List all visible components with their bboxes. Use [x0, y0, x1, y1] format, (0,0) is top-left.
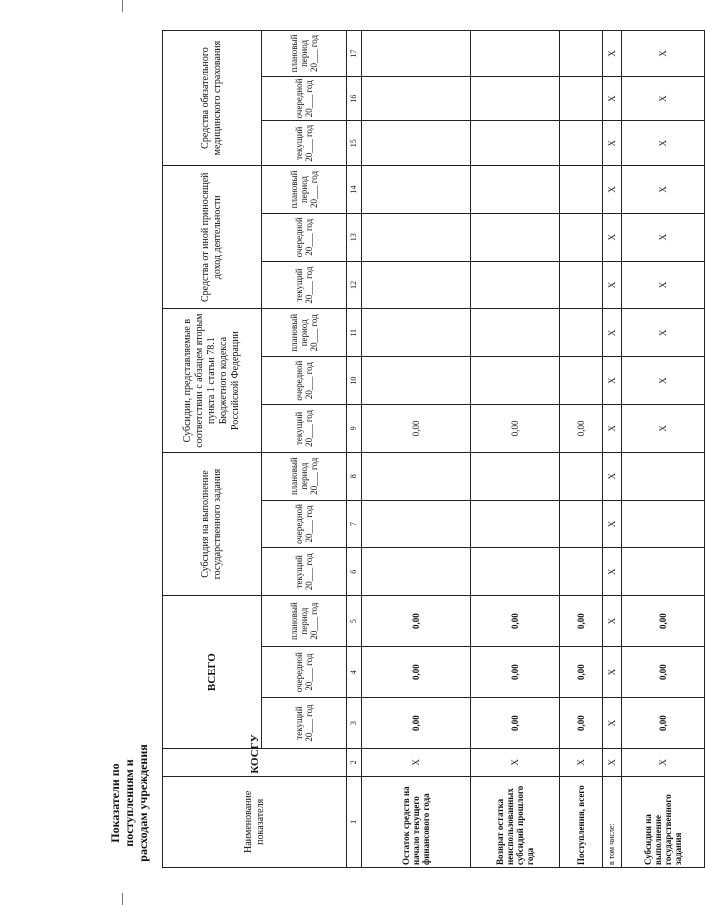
table-cell — [560, 166, 603, 214]
table-cell — [622, 548, 705, 596]
table-cell — [471, 261, 560, 309]
column-index: 12 — [347, 261, 362, 309]
table-cell — [560, 452, 603, 500]
table-cell — [471, 121, 560, 166]
crop-mark-top — [122, 0, 123, 12]
table-cell: X — [603, 548, 622, 596]
table-cell — [560, 121, 603, 166]
header-group-row — [163, 31, 262, 868]
table-cell: 0,00 — [471, 596, 560, 647]
column-index: 16 — [347, 76, 362, 121]
table-cell — [622, 452, 705, 500]
table-row — [603, 31, 622, 868]
table-cell — [362, 357, 471, 405]
header-period-current: текущий 20___ год — [262, 121, 347, 166]
table-cell — [362, 31, 471, 77]
page-title-text: Показатели по поступлениям и расходам учреждения — [108, 744, 150, 862]
table-cell — [362, 121, 471, 166]
table-cell: X — [622, 76, 705, 121]
crop-mark-bottom — [122, 893, 123, 905]
table-cell: 0,00 — [560, 405, 603, 453]
table-cell — [471, 76, 560, 121]
column-index: 8 — [347, 452, 362, 500]
header-period-next: очередной 20___ год — [262, 76, 347, 121]
table-cell: X — [603, 647, 622, 698]
table-cell — [362, 166, 471, 214]
table-cell: X — [603, 309, 622, 357]
table-cell — [560, 357, 603, 405]
header-kosgu: КОСГУ — [163, 749, 347, 777]
table-cell: X — [603, 121, 622, 166]
header-period-planned: плановый период 20___ год — [262, 166, 347, 214]
table-cell: X — [603, 452, 622, 500]
header-name: Наименование показателя — [163, 776, 347, 867]
header-period-current: текущий 20___ год — [262, 261, 347, 309]
table-cell — [471, 31, 560, 77]
table-cell — [471, 213, 560, 261]
header-period-current: текущий 20___ год — [262, 698, 347, 749]
header-period-planned: плановый период 20___ год — [262, 596, 347, 647]
column-index-row — [347, 31, 362, 868]
table-cell — [560, 309, 603, 357]
table-cell: X — [603, 213, 622, 261]
column-index: 15 — [347, 121, 362, 166]
column-index: 6 — [347, 548, 362, 596]
table-cell — [362, 500, 471, 548]
table-cell: X — [622, 166, 705, 214]
table-cell: X — [603, 405, 622, 453]
table-cell: X — [603, 76, 622, 121]
table-cell — [362, 213, 471, 261]
table-cell — [560, 261, 603, 309]
table-cell: X — [622, 31, 705, 77]
table-cell — [471, 548, 560, 596]
header-period-next: очередной 20___ год — [262, 647, 347, 698]
header-period-row — [262, 31, 347, 868]
table-cell — [471, 357, 560, 405]
table-cell: X — [362, 749, 471, 777]
table-cell: 0,00 — [362, 647, 471, 698]
column-index: 1 — [347, 776, 362, 867]
header-period-planned: плановый период 20___ год — [262, 309, 347, 357]
header-period-planned: плановый период 20___ год — [262, 31, 347, 77]
row-label: Возврат остатка неиспользованных субсидий прошлого года — [471, 776, 560, 867]
table-row — [560, 31, 603, 868]
table-cell: X — [622, 213, 705, 261]
page-title — [98, 30, 160, 868]
table-cell: 0,00 — [471, 698, 560, 749]
column-index: 17 — [347, 31, 362, 77]
table-cell: X — [622, 405, 705, 453]
table-cell — [362, 452, 471, 500]
table-cell — [560, 213, 603, 261]
table-cell: X — [622, 357, 705, 405]
table-cell: 0,00 — [362, 405, 471, 453]
row-label: в том числе: — [603, 776, 622, 867]
table-cell: X — [603, 166, 622, 214]
table-cell — [560, 500, 603, 548]
table-cell — [560, 548, 603, 596]
header-period-next: очередной 20___ год — [262, 357, 347, 405]
row-label: Субсидия на выполнение государственного задания — [622, 776, 705, 867]
table-cell — [560, 31, 603, 77]
header-period-next: очередной 20___ год — [262, 500, 347, 548]
table-cell — [471, 166, 560, 214]
table-cell — [560, 76, 603, 121]
table-cell — [362, 76, 471, 121]
table-cell: X — [603, 357, 622, 405]
table-cell: 0,00 — [471, 647, 560, 698]
column-index: 10 — [347, 357, 362, 405]
header-group-state-task: Субсидия на выполнение государственного задания — [163, 452, 262, 595]
table-cell: X — [603, 31, 622, 77]
header-period-next: очередной 20___ год — [262, 213, 347, 261]
table-cell: 0,00 — [622, 698, 705, 749]
header-group-income: Средства от иной приносящей доход деятельности — [163, 166, 262, 309]
table-row — [362, 31, 471, 868]
table-cell — [362, 548, 471, 596]
header-group-medical-insurance: Средства обязательного медицинского страхования — [163, 31, 262, 166]
column-index: 13 — [347, 213, 362, 261]
column-index: 11 — [347, 309, 362, 357]
table-row — [622, 31, 705, 868]
header-group-total: ВСЕГО — [163, 596, 262, 749]
table-cell: X — [603, 698, 622, 749]
table-cell — [471, 452, 560, 500]
row-label: Остаток средств на начало текущего финансового года — [362, 776, 471, 867]
table-cell — [362, 261, 471, 309]
row-label: Поступления, всего — [560, 776, 603, 867]
table-cell — [471, 500, 560, 548]
table-cell — [471, 309, 560, 357]
table-cell: X — [622, 261, 705, 309]
column-index: 5 — [347, 596, 362, 647]
rotated-page — [98, 30, 683, 868]
table-cell: 0,00 — [560, 698, 603, 749]
table-cell — [362, 309, 471, 357]
table-cell: 0,00 — [560, 647, 603, 698]
table-cell: 0,00 — [362, 596, 471, 647]
table-cell: 0,00 — [560, 596, 603, 647]
table-cell: 0,00 — [622, 647, 705, 698]
table-cell: X — [622, 309, 705, 357]
table-cell: X — [603, 500, 622, 548]
table-row — [471, 31, 560, 868]
column-index: 7 — [347, 500, 362, 548]
table-cell: X — [560, 749, 603, 777]
table-cell: X — [622, 749, 705, 777]
indicators-table — [162, 30, 705, 868]
table-cell: 0,00 — [622, 596, 705, 647]
column-index: 4 — [347, 647, 362, 698]
table-cell: X — [471, 749, 560, 777]
column-index: 2 — [347, 749, 362, 777]
column-index: 3 — [347, 698, 362, 749]
header-period-current: текущий 20___ год — [262, 405, 347, 453]
header-group-subsidies-78: Субсидии, представляемые в соответствии с абзацем вторым пункта 1 статьи 78.1 Бюджетного кодекса Российской Федерации — [163, 309, 262, 452]
column-index: 14 — [347, 166, 362, 214]
table-cell: X — [603, 749, 622, 777]
table-cell — [622, 500, 705, 548]
column-index: 9 — [347, 405, 362, 453]
header-period-planned: плановый период 20___ год — [262, 452, 347, 500]
table-cell: X — [603, 596, 622, 647]
table-cell: X — [603, 261, 622, 309]
header-period-current: текущий 20___ год — [262, 548, 347, 596]
table-cell: 0,00 — [471, 405, 560, 453]
table-cell: 0,00 — [362, 698, 471, 749]
table-cell: X — [622, 121, 705, 166]
